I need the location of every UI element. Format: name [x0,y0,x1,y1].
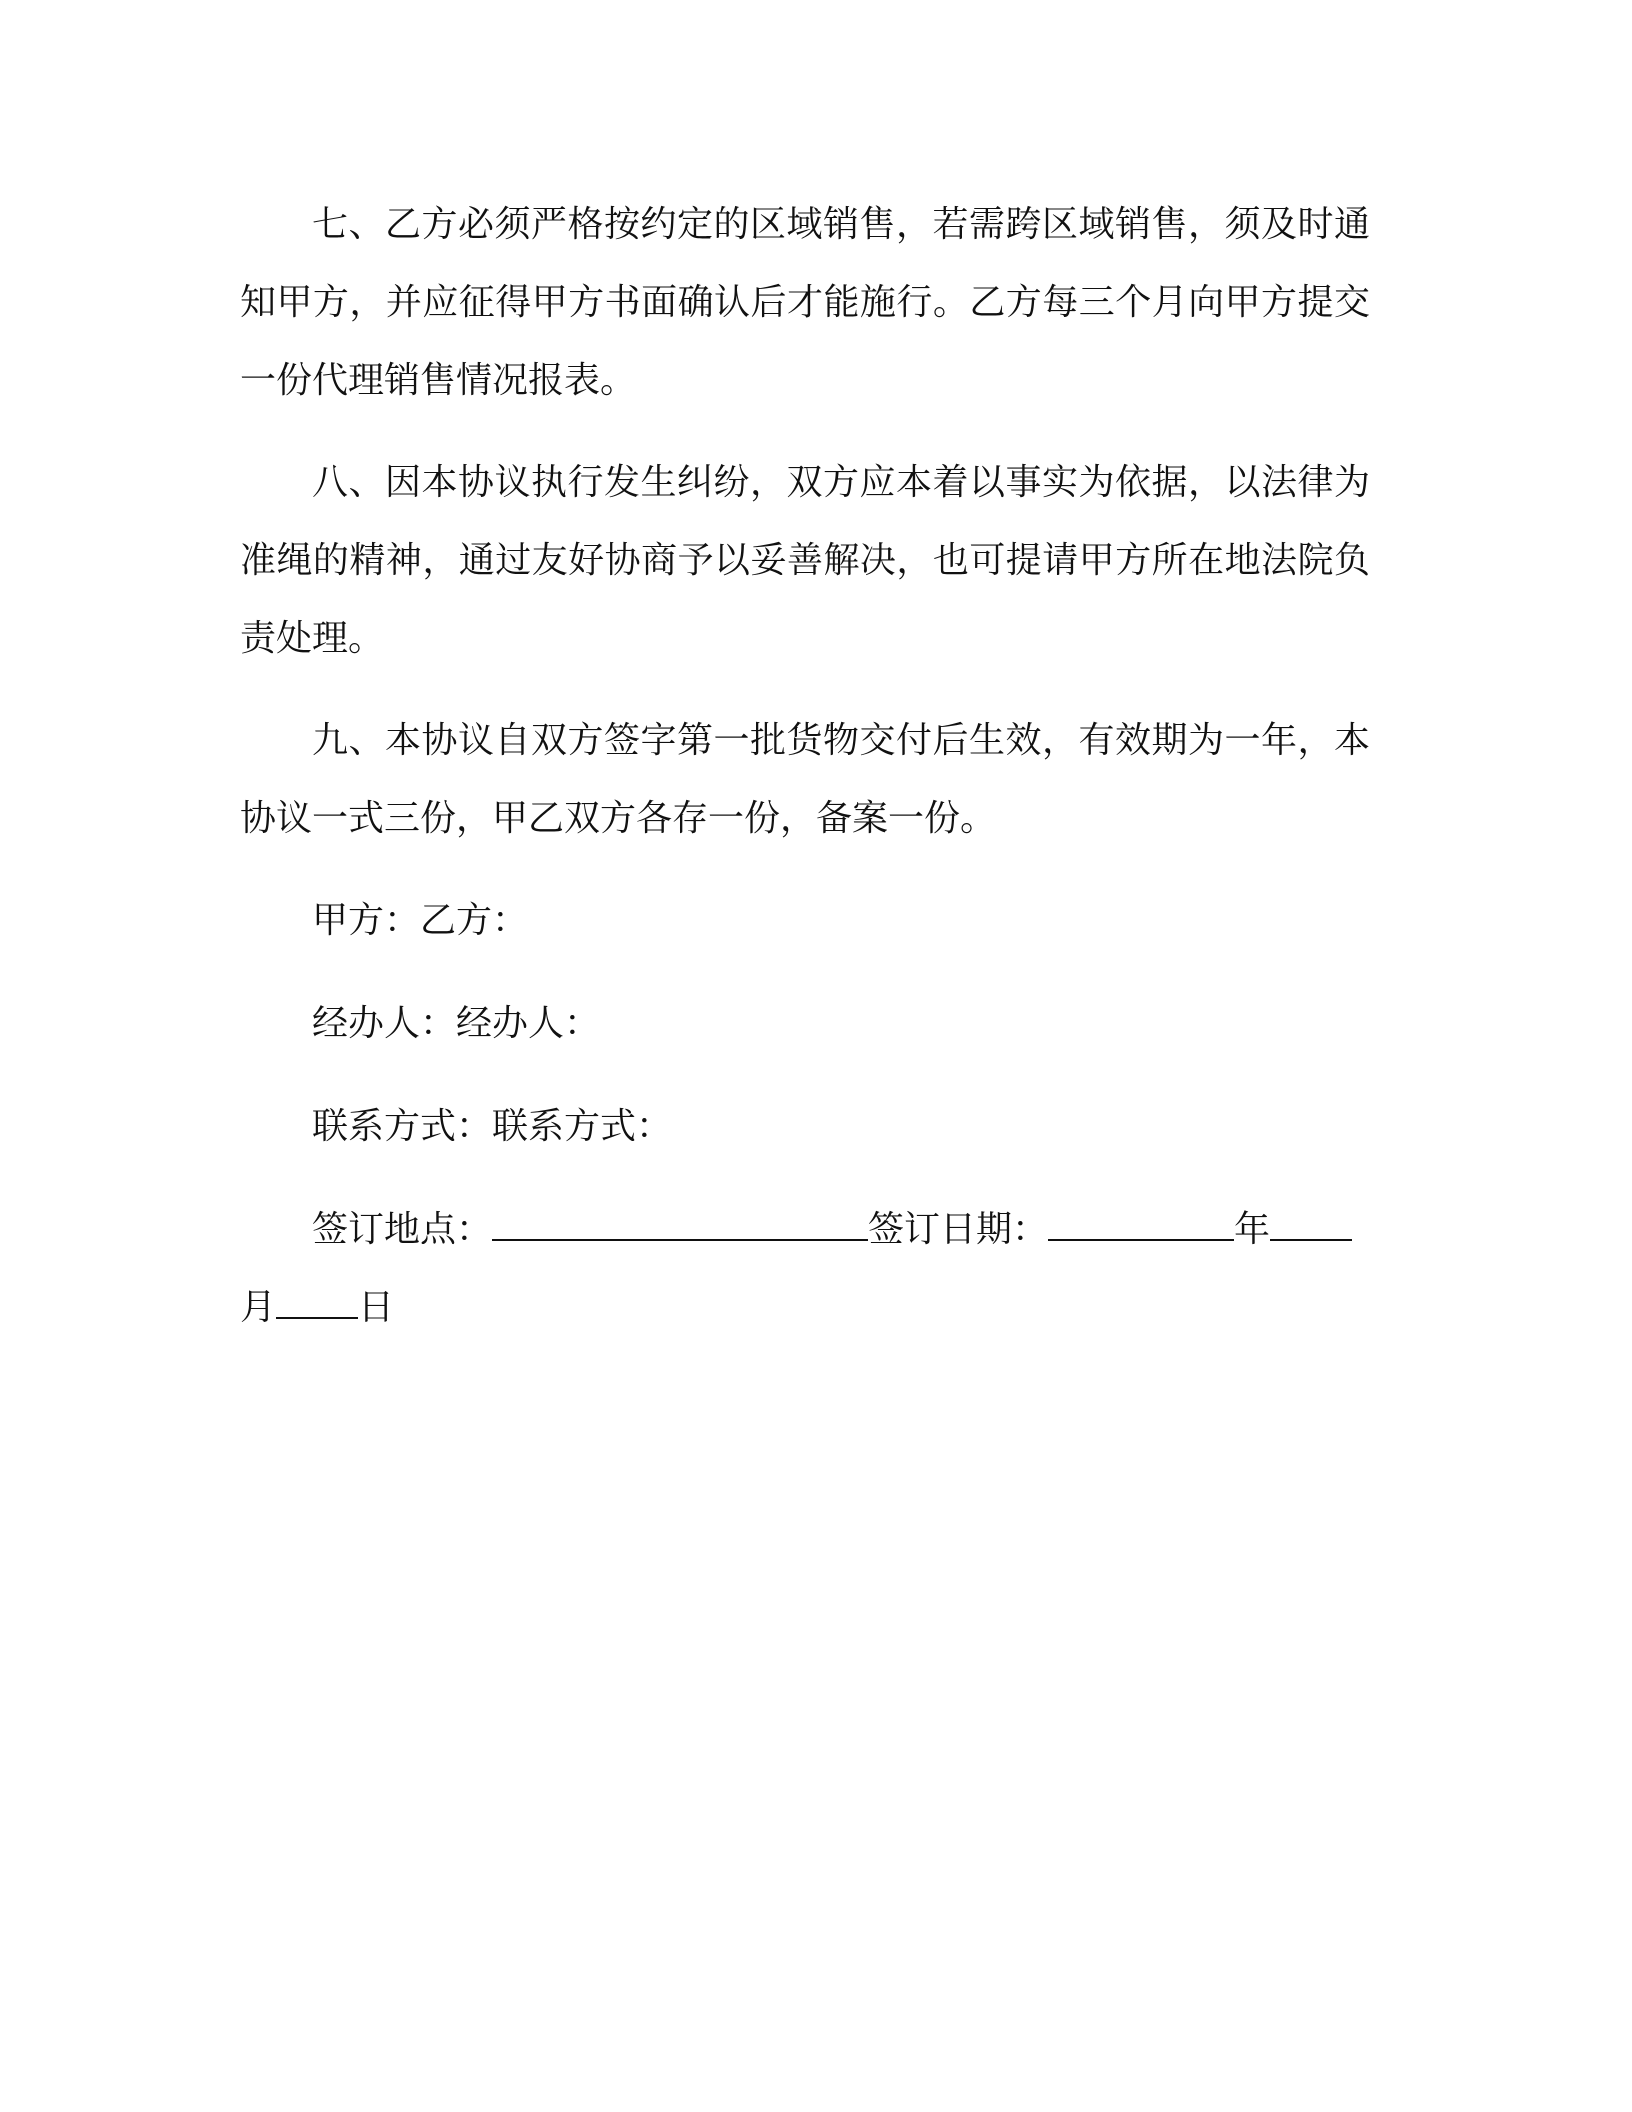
signing-info [240,1191,1370,1347]
day-label: 日 [358,1287,395,1328]
signing-day-blank[interactable] [276,1316,358,1319]
contact-line: 联系方式：联系方式： [312,1106,673,1147]
signing-month-blank[interactable] [1270,1238,1352,1241]
clause-7: 七、乙方必须严格按约定的区域销售，若需跨区域销售，须及时通知甲方，并应征得甲方书面确认后才能施行。乙方每三个月向甲方提交一份代理销售情况报表。 [240,204,1370,401]
year-label: 年 [1234,1209,1271,1250]
document-body [240,186,1370,1347]
signing-place-label: 签订地点： [312,1209,493,1250]
clause-9: 九、本协议自双方签字第一批货物交付后生效，有效期为一年，本协议一式三份，甲乙双方各存一份，备案一份。 [240,720,1370,839]
handler-signature-line: 经办人：经办人： [312,1003,601,1044]
clause-8: 八、因本协议执行发生纠纷，双方应本着以事实为依据，以法律为准绳的精神，通过友好协商予以妥善解决，也可提请甲方所在地法院负责处理。 [240,462,1370,659]
signing-year-blank[interactable] [1048,1238,1234,1241]
month-label: 月 [240,1287,277,1328]
signing-date-label: 签订日期： [868,1209,1049,1250]
signing-place-blank[interactable] [492,1238,868,1241]
party-signature-line: 甲方：乙方： [312,900,529,941]
